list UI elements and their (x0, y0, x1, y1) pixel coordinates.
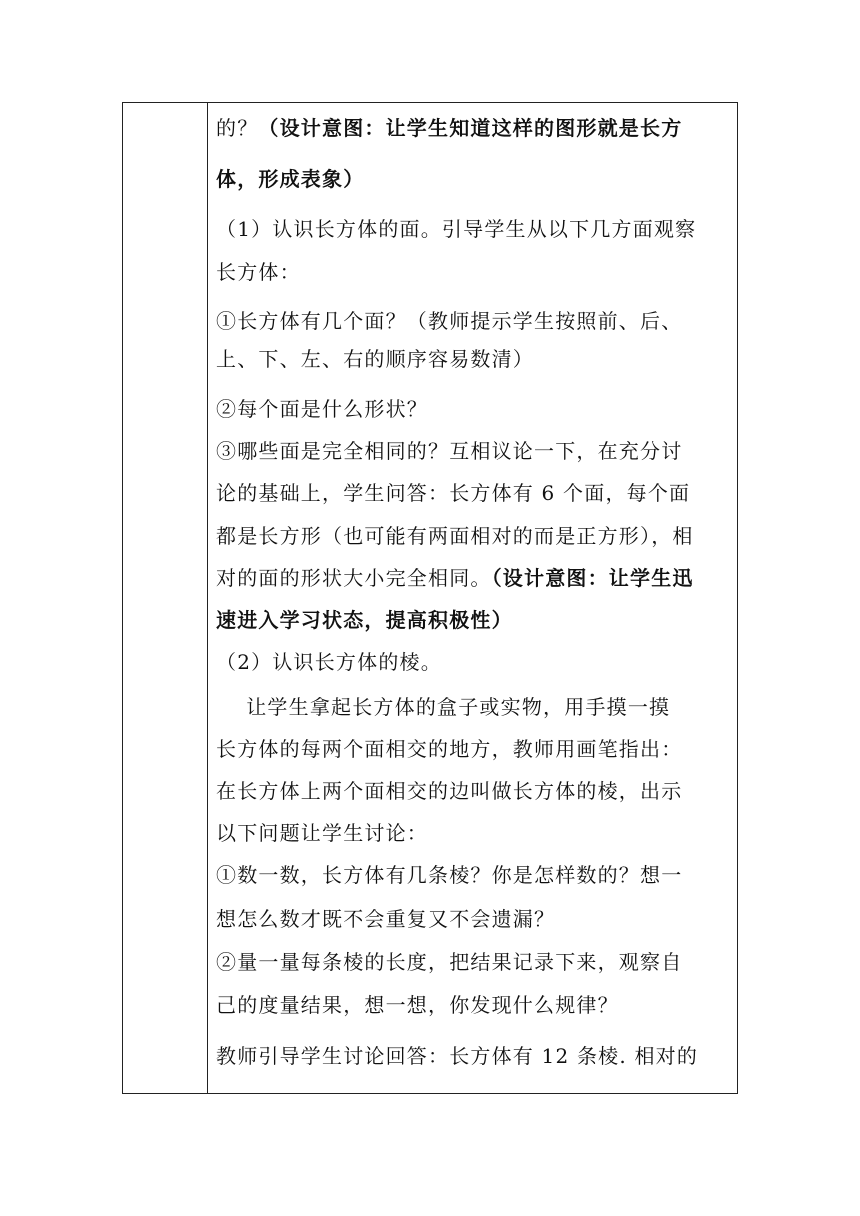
text-line (216, 563, 694, 593)
text-span: 己的度量结果，想一想，你发现什么规律？ (216, 993, 619, 1017)
text-span: 长方体： (216, 260, 301, 284)
text-line (216, 734, 682, 764)
text-span: 的？ (216, 116, 259, 140)
text-span: 在长方体上两个面相交的边叫做长方体的棱，出示 (216, 779, 683, 803)
lesson-table (122, 102, 738, 1094)
text-line (216, 478, 690, 508)
text-line (216, 214, 696, 244)
text-line (216, 647, 442, 677)
text-line (216, 344, 534, 374)
text-line (216, 605, 513, 635)
bold-text: （设计意图：让学生迅 (491, 566, 694, 590)
text-span: ②每个面是什么形状？ (216, 397, 428, 421)
text-span: （1）认识长方体的面。引导学生从以下几方面观察 (216, 217, 697, 241)
bold-text: 速进入学习状态，提高积极性） (216, 608, 513, 632)
text-line (216, 257, 301, 287)
text-span: ①数一数，长方体有几条棱？你是怎样数的？想一 (216, 863, 683, 887)
text-span: 以下问题让学生讨论： (216, 821, 428, 845)
text-line (216, 164, 364, 194)
text-span: 都是长方形（也可能有两面相对的而是正方形），相 (216, 524, 694, 548)
text-line (216, 394, 428, 424)
text-span: ①长方体有几个面？（教师提示学生按照前、后、 (216, 309, 683, 333)
bold-text: 体，形成表象） (216, 167, 365, 191)
text-span: 让学生拿起长方体的盒子或实物，用手摸一摸 (216, 695, 671, 719)
text-line (216, 436, 682, 466)
text-span: 想怎么数才既不会重复又不会遗漏？ (216, 907, 556, 931)
bold-text: （设计意图：让学生知道这样的图形就是长方 (258, 116, 683, 140)
text-line (216, 776, 682, 806)
text-span: ③哪些面是完全相同的？互相议论一下，在充分讨 (216, 439, 683, 463)
text-line (216, 904, 555, 934)
text-span: 对的面的形状大小完全相同。 (216, 566, 492, 590)
text-line (216, 521, 694, 551)
text-span: ②量一量每条棱的长度，把结果记录下来，观察自 (216, 950, 683, 974)
text-span: 论的基础上，学生问答：长方体有 6 个面，每个面 (216, 481, 691, 505)
text-span: 长方体的每两个面相交的地方，教师用画笔指出： (216, 737, 683, 761)
text-line (216, 306, 682, 336)
text-line (216, 113, 682, 143)
text-line (216, 947, 682, 977)
text-line (216, 990, 619, 1020)
text-span: 上、下、左、右的顺序容易数清） (216, 347, 534, 371)
text-span: （2）认识长方体的棱。 (216, 650, 442, 674)
text-line (216, 818, 428, 848)
text-line (216, 692, 670, 722)
text-line (216, 860, 682, 890)
text-line (216, 1041, 698, 1071)
text-span: 教师引导学生讨论回答：长方体有 12 条棱. 相对的 (216, 1044, 699, 1068)
table-right-column (209, 103, 737, 1093)
table-left-column (123, 103, 208, 1093)
